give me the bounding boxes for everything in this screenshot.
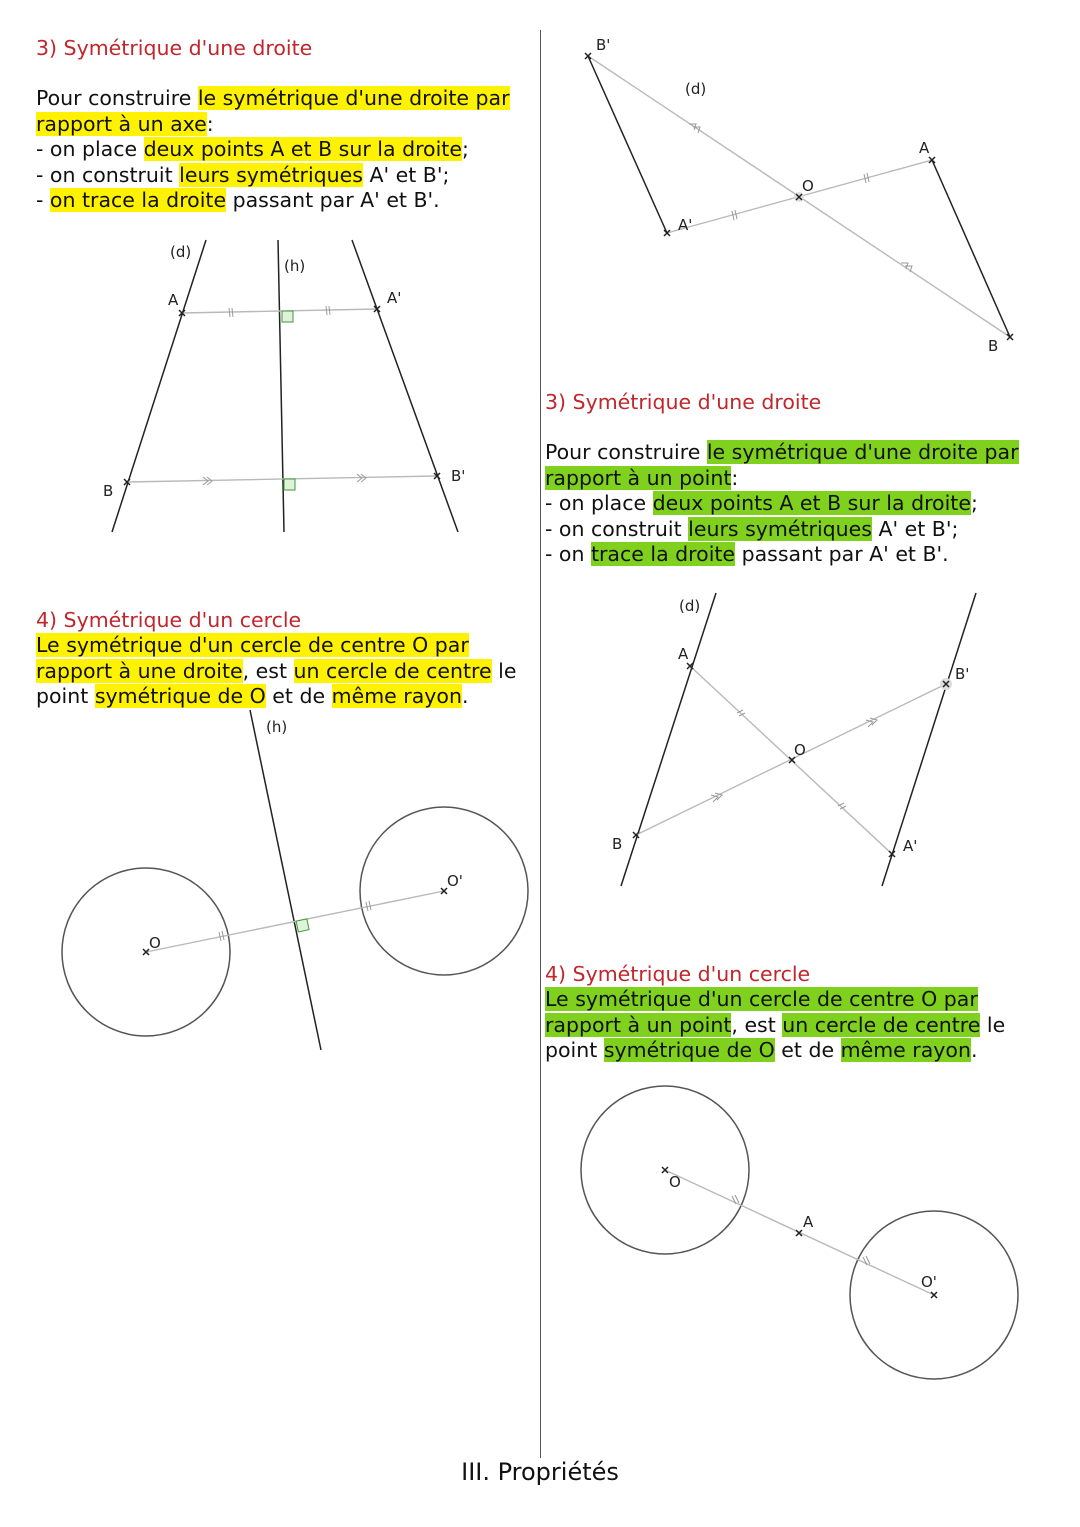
right-droite-text: Pour construire le symétrique d'une droite par rapport à un point: - on place deux points A et B sur la droite; - on construit leurs symétriques A' et B'; - on trace la droite passant par A' et B'. (545, 440, 1019, 567)
right-angle-mark (284, 479, 295, 490)
right-droite-title: 3) Symétrique d'une droite (545, 390, 822, 414)
right-angle-mark (296, 919, 309, 932)
right-fig-circle-central (581, 1086, 1018, 1379)
segment-OOp (146, 891, 444, 952)
label-h: (h) (284, 257, 306, 275)
label-Ap: A' (903, 837, 918, 855)
label-Op: O' (921, 1273, 937, 1291)
axis-h (250, 710, 321, 1050)
label-O: O (149, 934, 161, 952)
axis-h (278, 240, 284, 532)
cross-Op (931, 1292, 937, 1298)
label-Ap: A' (678, 216, 693, 234)
label-Op: O' (447, 872, 463, 890)
label-A: A (803, 1213, 814, 1231)
line-d (112, 240, 206, 532)
tick-marks (203, 306, 366, 485)
label-B: B (103, 482, 114, 500)
right-angle-mark (282, 311, 293, 322)
label-A: A (919, 139, 930, 157)
label-Ap: A' (387, 289, 402, 307)
right-cercle-title: 4) Symétrique d'un cercle (545, 962, 811, 986)
right-cercle-text: Le symétrique d'un cercle de centre O par rapport à un point, est un cercle de centre le point symétrique de O et de même rayon. (545, 987, 1006, 1063)
section-heading-proprietes: III. Propriétés (461, 1458, 619, 1486)
left-fig-line-axial (103, 240, 465, 532)
left-droite-text: Pour construire le symétrique d'une droite par rapport à un axe: - on place deux points A et B sur la droite; - on construit leurs symétriques A' et B'; - on trace la droite passant par A' et B'. (36, 86, 510, 213)
line-d-image (352, 240, 458, 532)
label-d: (d) (170, 243, 192, 261)
cross-marks (633, 663, 949, 857)
label-d: (d) (679, 597, 701, 615)
label-O: O (669, 1173, 681, 1191)
label-Bp: B' (596, 36, 611, 54)
label-O: O (794, 741, 806, 759)
left-droite-title: 3) Symétrique d'une droite (36, 36, 313, 60)
label-Bp: B' (451, 467, 466, 485)
left-fig-circle-axial (62, 710, 528, 1050)
line-d-image (882, 593, 976, 886)
right-fig-segment-central (585, 36, 1013, 355)
line-d (621, 593, 716, 886)
label-O: O (802, 177, 814, 195)
label-h: (h) (266, 718, 288, 736)
left-cercle-title: 4) Symétrique d'un cercle (36, 608, 302, 632)
segment-BBp (127, 476, 437, 482)
label-B: B (988, 337, 999, 355)
label-d: (d) (685, 80, 707, 98)
label-B: B (612, 835, 623, 853)
label-Bp: B' (955, 665, 970, 683)
left-cercle-text: Le symétrique d'un cercle de centre O par rapport à une droite, est un cercle de centre le point symétrique de O et de même rayon. (36, 633, 517, 709)
right-fig-line-central (612, 593, 976, 886)
cross-O (662, 1167, 668, 1173)
label-A: A (168, 291, 179, 309)
tick-marks (711, 710, 877, 809)
label-A: A (678, 645, 689, 663)
